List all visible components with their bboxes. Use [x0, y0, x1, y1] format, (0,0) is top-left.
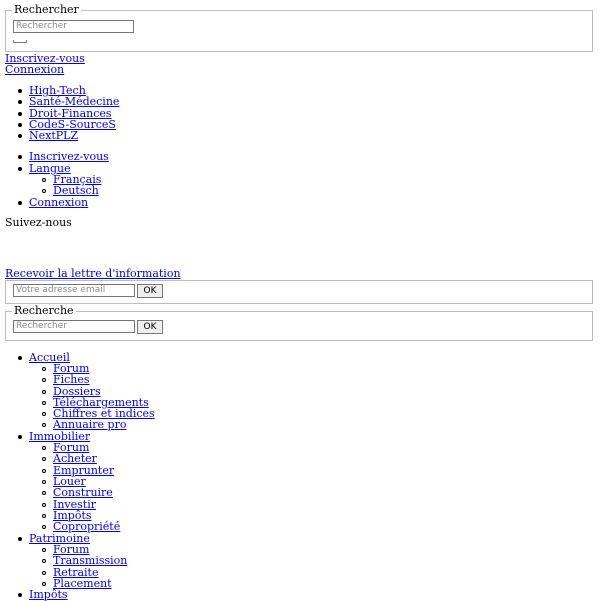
site-link-nextplz[interactable]: NextPLZ	[29, 129, 79, 142]
list-bullet	[18, 155, 22, 159]
list-bullet	[18, 201, 22, 205]
list-bullet	[18, 100, 22, 104]
list-bullet	[42, 514, 46, 518]
list-bullet	[42, 457, 46, 461]
user-menu-register-link[interactable]: Inscrivez-vous	[29, 150, 109, 163]
list-bullet	[18, 537, 22, 541]
main-search-input[interactable]: Rechercher	[13, 320, 135, 333]
nav-immobilier[interactable]: Immobilier	[29, 430, 91, 443]
nav-accueil-annuaire[interactable]: Annuaire pro	[53, 418, 127, 431]
nav-accueil-chiffres[interactable]: Chiffres et indices	[53, 407, 155, 420]
language-deutsch-link[interactable]: Deutsch	[53, 184, 99, 197]
list-bullet	[42, 559, 46, 563]
newsletter-link[interactable]: Recevoir la lettre d'information	[5, 267, 181, 280]
list-bullet	[42, 582, 46, 586]
site-link-sante-medecine[interactable]: Santé-Médecine	[29, 95, 120, 108]
nav-immobilier-emprunter[interactable]: Emprunter	[53, 464, 115, 477]
nav-accueil-forum[interactable]: Forum	[53, 362, 90, 375]
nav-patrimoine-transmission[interactable]: Transmission	[53, 554, 128, 567]
list-bullet	[18, 167, 22, 171]
language-menu-link[interactable]: Langue	[29, 162, 71, 175]
nav-immobilier-construire[interactable]: Construire	[53, 486, 113, 499]
nav-patrimoine-placement[interactable]: Placement	[53, 577, 112, 590]
newsletter-email-input[interactable]: Votre adresse email	[13, 284, 135, 297]
language-francais-link[interactable]: Français	[53, 173, 102, 186]
nav-impots[interactable]: Impôts	[29, 588, 68, 601]
list-bullet	[42, 378, 46, 382]
list-bullet	[42, 503, 46, 507]
list-bullet	[42, 412, 46, 416]
follow-us-label: Suivez-nous	[5, 216, 72, 229]
list-bullet	[18, 593, 22, 597]
search-legend: Rechercher	[14, 3, 79, 16]
list-bullet	[42, 469, 46, 473]
search-fieldset	[5, 3, 593, 52]
list-bullet	[18, 123, 22, 127]
list-bullet	[18, 435, 22, 439]
newsletter-ok-button[interactable]: OK	[137, 284, 163, 298]
site-link-high-tech[interactable]: High-Tech	[29, 84, 86, 97]
nav-immobilier-acheter[interactable]: Acheter	[53, 452, 97, 465]
list-bullet	[42, 178, 46, 182]
list-bullet	[42, 480, 46, 484]
search-input[interactable]: Rechercher	[13, 20, 134, 33]
main-search-legend: Recherche	[14, 304, 74, 317]
list-bullet	[18, 356, 22, 360]
main-search-ok-button[interactable]: OK	[137, 320, 163, 334]
login-link[interactable]: Connexion	[5, 63, 65, 76]
site-link-codes-sources[interactable]: CodeS-SourceS	[29, 118, 116, 131]
list-bullet	[18, 134, 22, 138]
nav-immobilier-louer[interactable]: Louer	[53, 475, 86, 488]
search-submit-button[interactable]	[13, 40, 27, 43]
nav-accueil-fiches[interactable]: Fiches	[53, 373, 90, 386]
list-bullet	[42, 446, 46, 450]
list-bullet	[42, 571, 46, 575]
nav-immobilier-forum[interactable]: Forum	[53, 441, 90, 454]
list-bullet	[42, 548, 46, 552]
nav-accueil[interactable]: Accueil	[29, 351, 70, 364]
newsletter-fieldset	[5, 280, 593, 304]
nav-patrimoine-retraite[interactable]: Retraite	[53, 566, 99, 579]
list-bullet	[42, 390, 46, 394]
list-bullet	[42, 401, 46, 405]
list-bullet	[18, 112, 22, 116]
nav-immobilier-impots[interactable]: Impôts	[53, 509, 92, 522]
list-bullet	[42, 189, 46, 193]
main-search-fieldset	[5, 304, 593, 341]
nav-accueil-telechargements[interactable]: Téléchargements	[53, 396, 149, 409]
list-bullet	[42, 367, 46, 371]
user-menu-login-link[interactable]: Connexion	[29, 196, 89, 209]
nav-patrimoine[interactable]: Patrimoine	[29, 532, 90, 545]
nav-immobilier-copropriete[interactable]: Copropriété	[53, 520, 121, 533]
nav-patrimoine-forum[interactable]: Forum	[53, 543, 90, 556]
list-bullet	[18, 89, 22, 93]
nav-immobilier-investir[interactable]: Investir	[53, 498, 96, 511]
register-link[interactable]: Inscrivez-vous	[5, 52, 85, 65]
list-bullet	[42, 525, 46, 529]
list-bullet	[42, 491, 46, 495]
nav-accueil-dossiers[interactable]: Dossiers	[53, 385, 101, 398]
list-bullet	[42, 423, 46, 427]
site-link-droit-finances[interactable]: Droit-Finances	[29, 107, 112, 120]
